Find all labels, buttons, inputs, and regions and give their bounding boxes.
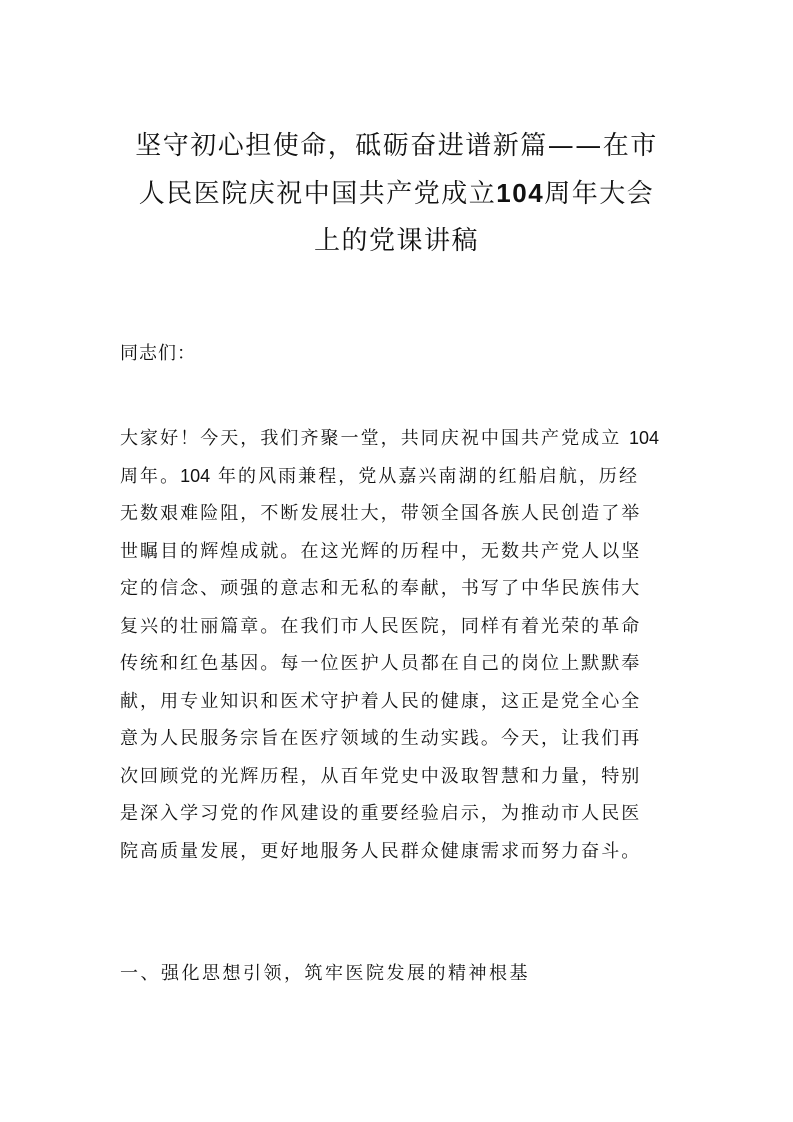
body-text: 献，用专业知识和医术守护着人民的健康，这正是党全心全 [120,690,642,712]
body-text: 次回顾党的光辉历程，从百年党史中汲取智慧和力量，特别 [120,765,642,787]
body-text: 定的信念、顽强的意志和无私的奉献，书写了中华民族伟大 [120,578,642,599]
body-text: 院高质量发展，更好地服务人民群众健康需求而努力奋斗。 [120,840,642,862]
body-text: 周年。 [120,465,181,487]
body-text: 复兴的壮丽篇章。在我们市人民医院，同样有着光荣的革命 [120,615,642,637]
salutation: 同志们： [120,343,196,364]
body-text: 是深入学习党的作风建设的重要经验启示，为推动市人民医 [120,803,642,824]
section-heading-1: 一、强化思想引领，筑牢医院发展的精神根基 [120,963,530,984]
title-line-3: 上的党课讲稿 [313,226,479,256]
body-text: 世瞩目的辉煌成就。在这光辉的历程中，无数共产党人以坚 [120,540,642,562]
title-line-1: 坚守初心担使命，砥砺奋进谱新篇——在市 [135,131,658,161]
body-text: 大家好！今天，我们齐聚一堂，共同庆祝中国共产党成立 [120,428,630,449]
document-title [110,123,683,265]
anniversary-number: 104 [180,465,211,486]
title-anniversary-number: 104 [496,178,545,208]
body-text: 意为人民服务宗旨在医疗领域的生动实践。今天，让我们再 [120,728,642,749]
title-line-2-part-1: 人民医院庆祝中国共产党成立 [138,179,497,209]
opening-paragraph [120,420,676,870]
title-line-2-part-2: 周年大会 [544,179,655,209]
body-text: 年的风雨兼程，党从嘉兴南湖的红船启航，历经 [210,465,640,487]
anniversary-number: 104 [629,428,660,448]
body-text: 无数艰难险阻，不断发展壮大，带领全国各族人民创造了举 [120,503,642,524]
body-text: 传统和红色基因。每一位医护人员都在自己的岗位上默默奉 [120,653,642,674]
